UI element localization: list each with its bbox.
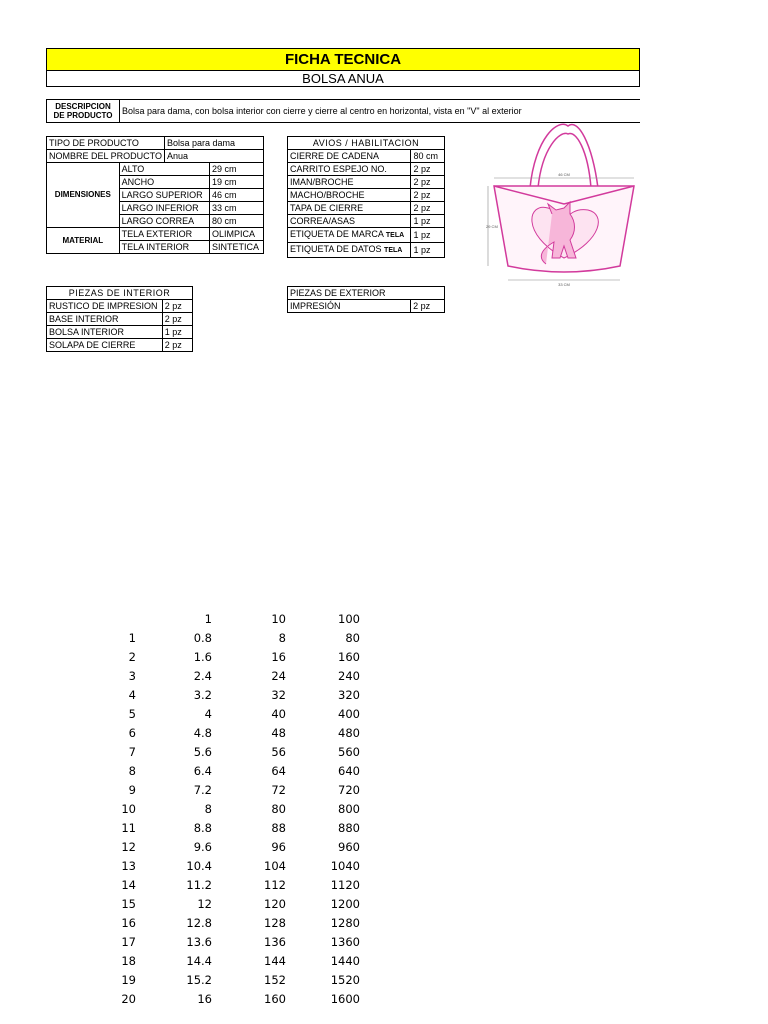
mult-cell: 1120 bbox=[330, 877, 360, 892]
mult-row bbox=[100, 970, 360, 989]
mult-cell: 1280 bbox=[330, 915, 360, 930]
dim-name: ALTO bbox=[119, 163, 209, 176]
avio-name: TAPA DE CIERRE bbox=[288, 202, 411, 215]
tipo-value: Bolsa para dama bbox=[165, 137, 264, 150]
mult-cell: 12.8 bbox=[186, 915, 212, 930]
mult-header-cell: 100 bbox=[338, 611, 360, 626]
description-label: DESCRIPCION DE PRODUCTO bbox=[47, 100, 120, 123]
mult-cell: 6.4 bbox=[193, 763, 212, 778]
mult-cell: 640 bbox=[338, 763, 360, 778]
mult-cell: 1440 bbox=[330, 953, 360, 968]
mult-cell: 8 bbox=[204, 801, 212, 816]
avio-qty: 2 pz bbox=[411, 202, 445, 215]
mult-row-index: 15 bbox=[121, 896, 136, 911]
material-label: MATERIAL bbox=[47, 228, 120, 254]
mult-row-index: 14 bbox=[121, 877, 136, 892]
mult-row bbox=[100, 666, 360, 685]
mult-cell: 2.4 bbox=[193, 668, 212, 683]
mult-row-index: 9 bbox=[128, 782, 136, 797]
mult-cell: 1200 bbox=[330, 896, 360, 911]
mult-row bbox=[100, 761, 360, 780]
bag-illustration bbox=[480, 118, 640, 290]
mult-cell: 72 bbox=[271, 782, 286, 797]
avios-title: AVIOS / HABILITACION bbox=[288, 137, 445, 150]
pieza-qty: 2 pz bbox=[411, 300, 445, 313]
mult-cell: 120 bbox=[264, 896, 286, 911]
mult-cell: 64 bbox=[271, 763, 286, 778]
mult-cell: 1.6 bbox=[193, 649, 212, 664]
mult-row-index: 5 bbox=[128, 706, 136, 721]
pieza-name: IMPRESIÓN bbox=[288, 300, 411, 313]
mult-row bbox=[100, 799, 360, 818]
avio-name: MACHO/BROCHE bbox=[288, 189, 411, 202]
mult-row bbox=[100, 704, 360, 723]
mult-cell: 4.8 bbox=[193, 725, 212, 740]
mult-cell: 48 bbox=[271, 725, 286, 740]
mult-cell: 0.8 bbox=[193, 630, 212, 645]
mult-cell: 8.8 bbox=[193, 820, 212, 835]
avio-name: CARRITO ESPEJO NO. bbox=[288, 163, 411, 176]
mult-row bbox=[100, 647, 360, 666]
mult-cell: 88 bbox=[271, 820, 286, 835]
avio-qty: 80 cm bbox=[411, 150, 445, 163]
mult-cell: 11.2 bbox=[186, 877, 212, 892]
avio-name: ETIQUETA DE MARCA bbox=[290, 229, 384, 239]
pieza-name: BASE INTERIOR bbox=[47, 313, 163, 326]
mult-cell: 960 bbox=[338, 839, 360, 854]
pieza-qty: 2 pz bbox=[162, 313, 192, 326]
mult-cell: 3.2 bbox=[193, 687, 212, 702]
dim-name: LARGO SUPERIOR bbox=[119, 189, 209, 202]
mult-cell: 96 bbox=[271, 839, 286, 854]
mult-row bbox=[100, 837, 360, 856]
mult-row bbox=[100, 856, 360, 875]
dim-name: LARGO INFERIOR bbox=[119, 202, 209, 215]
mult-row-index: 4 bbox=[128, 687, 136, 702]
pieza-name: BOLSA INTERIOR bbox=[47, 326, 163, 339]
multiplication-table bbox=[100, 609, 360, 1008]
mult-row bbox=[100, 628, 360, 647]
mult-cell: 1360 bbox=[330, 934, 360, 949]
mult-cell: 240 bbox=[338, 668, 360, 683]
mult-cell: 1600 bbox=[330, 991, 360, 1006]
mult-row-index: 13 bbox=[121, 858, 136, 873]
mult-cell: 56 bbox=[271, 744, 286, 759]
mult-cell: 15.2 bbox=[186, 972, 212, 987]
avio-qty: 2 pz bbox=[411, 189, 445, 202]
mult-row-index: 10 bbox=[121, 801, 136, 816]
dim-value: 80 cm bbox=[210, 215, 264, 228]
product-table bbox=[46, 136, 264, 254]
mult-cell: 7.2 bbox=[193, 782, 212, 797]
avio-name: CORREA/ASAS bbox=[288, 215, 411, 228]
mult-cell: 12 bbox=[197, 896, 212, 911]
mult-header-cell: 10 bbox=[271, 611, 286, 626]
pieza-qty: 2 pz bbox=[162, 300, 192, 313]
piezas-interior-title: PIEZAS DE INTERIOR bbox=[47, 287, 193, 300]
mult-row-index: 2 bbox=[128, 649, 136, 664]
dim-name: ANCHO bbox=[119, 176, 209, 189]
pieza-name: SOLAPA DE CIERRE bbox=[47, 339, 163, 352]
mult-row bbox=[100, 932, 360, 951]
mult-cell: 720 bbox=[338, 782, 360, 797]
avio-row-marca bbox=[288, 228, 411, 243]
sheet-subtitle: BOLSA ANUA bbox=[302, 71, 384, 86]
mult-row-index: 1 bbox=[128, 630, 136, 645]
mult-cell: 136 bbox=[264, 934, 286, 949]
mult-row bbox=[100, 742, 360, 761]
dim-bottom-label: 33 CM bbox=[558, 282, 570, 287]
description-text: Bolsa para dama, con bolsa interior con cierre y cierre al centro en horizontal, vista en "V" al exterior bbox=[120, 100, 641, 123]
piezas-exterior-table bbox=[287, 286, 445, 313]
mult-cell: 160 bbox=[264, 991, 286, 1006]
avio-tag: TELA bbox=[384, 247, 403, 254]
mult-cell: 480 bbox=[338, 725, 360, 740]
mult-row bbox=[100, 875, 360, 894]
mult-cell: 104 bbox=[264, 858, 286, 873]
pieza-qty: 1 pz bbox=[162, 326, 192, 339]
mult-row-index: 12 bbox=[121, 839, 136, 854]
avio-qty: 2 pz bbox=[411, 176, 445, 189]
mult-row bbox=[100, 780, 360, 799]
mult-cell: 112 bbox=[264, 877, 286, 892]
mult-cell: 80 bbox=[271, 801, 286, 816]
mult-row bbox=[100, 913, 360, 932]
mult-row bbox=[100, 989, 360, 1008]
mult-row bbox=[100, 723, 360, 742]
dim-value: 33 cm bbox=[210, 202, 264, 215]
material-name: TELA EXTERIOR bbox=[119, 228, 209, 241]
sheet-title: FICHA TECNICA bbox=[47, 49, 639, 71]
mult-cell: 16 bbox=[197, 991, 212, 1006]
piezas-exterior-title: PIEZAS DE EXTERIOR bbox=[288, 287, 445, 300]
mult-cell: 8 bbox=[278, 630, 286, 645]
mult-row-index: 19 bbox=[121, 972, 136, 987]
mult-cell: 800 bbox=[338, 801, 360, 816]
mult-row-index: 7 bbox=[128, 744, 136, 759]
mult-cell: 880 bbox=[338, 820, 360, 835]
mult-cell: 4 bbox=[204, 706, 212, 721]
mult-cell: 10.4 bbox=[186, 858, 212, 873]
mult-cell: 32 bbox=[271, 687, 286, 702]
dim-value: 19 cm bbox=[210, 176, 264, 189]
mult-row bbox=[100, 894, 360, 913]
mult-cell: 1040 bbox=[330, 858, 360, 873]
mult-row-index: 20 bbox=[121, 991, 136, 1006]
material-value: OLIMPICA bbox=[210, 228, 264, 241]
mult-cell: 144 bbox=[264, 953, 286, 968]
dim-name: LARGO CORREA bbox=[119, 215, 209, 228]
nombre-value: Anua bbox=[165, 150, 264, 163]
tipo-label: TIPO DE PRODUCTO bbox=[47, 137, 165, 150]
mult-cell: 400 bbox=[338, 706, 360, 721]
mult-row bbox=[100, 818, 360, 837]
dim-side-label: 29 CM bbox=[486, 224, 498, 229]
dim-value: 29 cm bbox=[210, 163, 264, 176]
bag-handle-inner bbox=[538, 133, 591, 188]
mult-row bbox=[100, 951, 360, 970]
dim-top-label: 46 CM bbox=[558, 172, 570, 177]
material-name: TELA INTERIOR bbox=[119, 241, 209, 254]
mult-cell: 9.6 bbox=[193, 839, 212, 854]
mult-cell: 40 bbox=[271, 706, 286, 721]
nombre-label: NOMBRE DEL PRODUCTO bbox=[47, 150, 165, 163]
pieza-qty: 2 pz bbox=[162, 339, 192, 352]
material-value: SINTETICA bbox=[210, 241, 264, 254]
avio-name: ETIQUETA DE DATOS bbox=[290, 244, 382, 254]
mult-row-index: 18 bbox=[121, 953, 136, 968]
mult-cell: 128 bbox=[264, 915, 286, 930]
mult-cell: 160 bbox=[338, 649, 360, 664]
mult-row bbox=[100, 685, 360, 704]
mult-corner bbox=[100, 609, 136, 628]
mult-cell: 24 bbox=[271, 668, 286, 683]
sheet-header bbox=[46, 48, 640, 87]
avio-qty: 2 pz bbox=[411, 163, 445, 176]
pieza-name: RUSTICO DE IMPRESION bbox=[47, 300, 163, 313]
avio-qty: 1 pz bbox=[411, 215, 445, 228]
avios-table bbox=[287, 136, 445, 258]
avio-row-datos bbox=[288, 243, 411, 258]
mult-cell: 152 bbox=[264, 972, 286, 987]
mult-header-row bbox=[100, 609, 360, 628]
avio-qty: 1 pz bbox=[411, 228, 445, 243]
mult-cell: 14.4 bbox=[186, 953, 212, 968]
mult-cell: 560 bbox=[338, 744, 360, 759]
mult-cell: 320 bbox=[338, 687, 360, 702]
mult-cell: 5.6 bbox=[193, 744, 212, 759]
mult-row-index: 17 bbox=[121, 934, 136, 949]
mult-cell: 1520 bbox=[330, 972, 360, 987]
avio-qty: 1 pz bbox=[411, 243, 445, 258]
mult-header-cell: 1 bbox=[204, 611, 212, 626]
mult-row-index: 8 bbox=[128, 763, 136, 778]
mult-cell: 13.6 bbox=[186, 934, 212, 949]
dim-value: 46 cm bbox=[210, 189, 264, 202]
mult-cell: 80 bbox=[345, 630, 360, 645]
mult-row-index: 6 bbox=[128, 725, 136, 740]
avio-tag: TELA bbox=[385, 232, 405, 239]
mult-row-index: 16 bbox=[121, 915, 136, 930]
mult-cell: 16 bbox=[271, 649, 286, 664]
piezas-interior-table bbox=[46, 286, 193, 352]
mult-row-index: 11 bbox=[121, 820, 136, 835]
mult-row-index: 3 bbox=[128, 668, 136, 683]
avio-name: IMAN/BROCHE bbox=[288, 176, 411, 189]
avio-name: CIERRE DE CADENA bbox=[288, 150, 411, 163]
dimensiones-label: DIMENSIONES bbox=[47, 163, 120, 228]
